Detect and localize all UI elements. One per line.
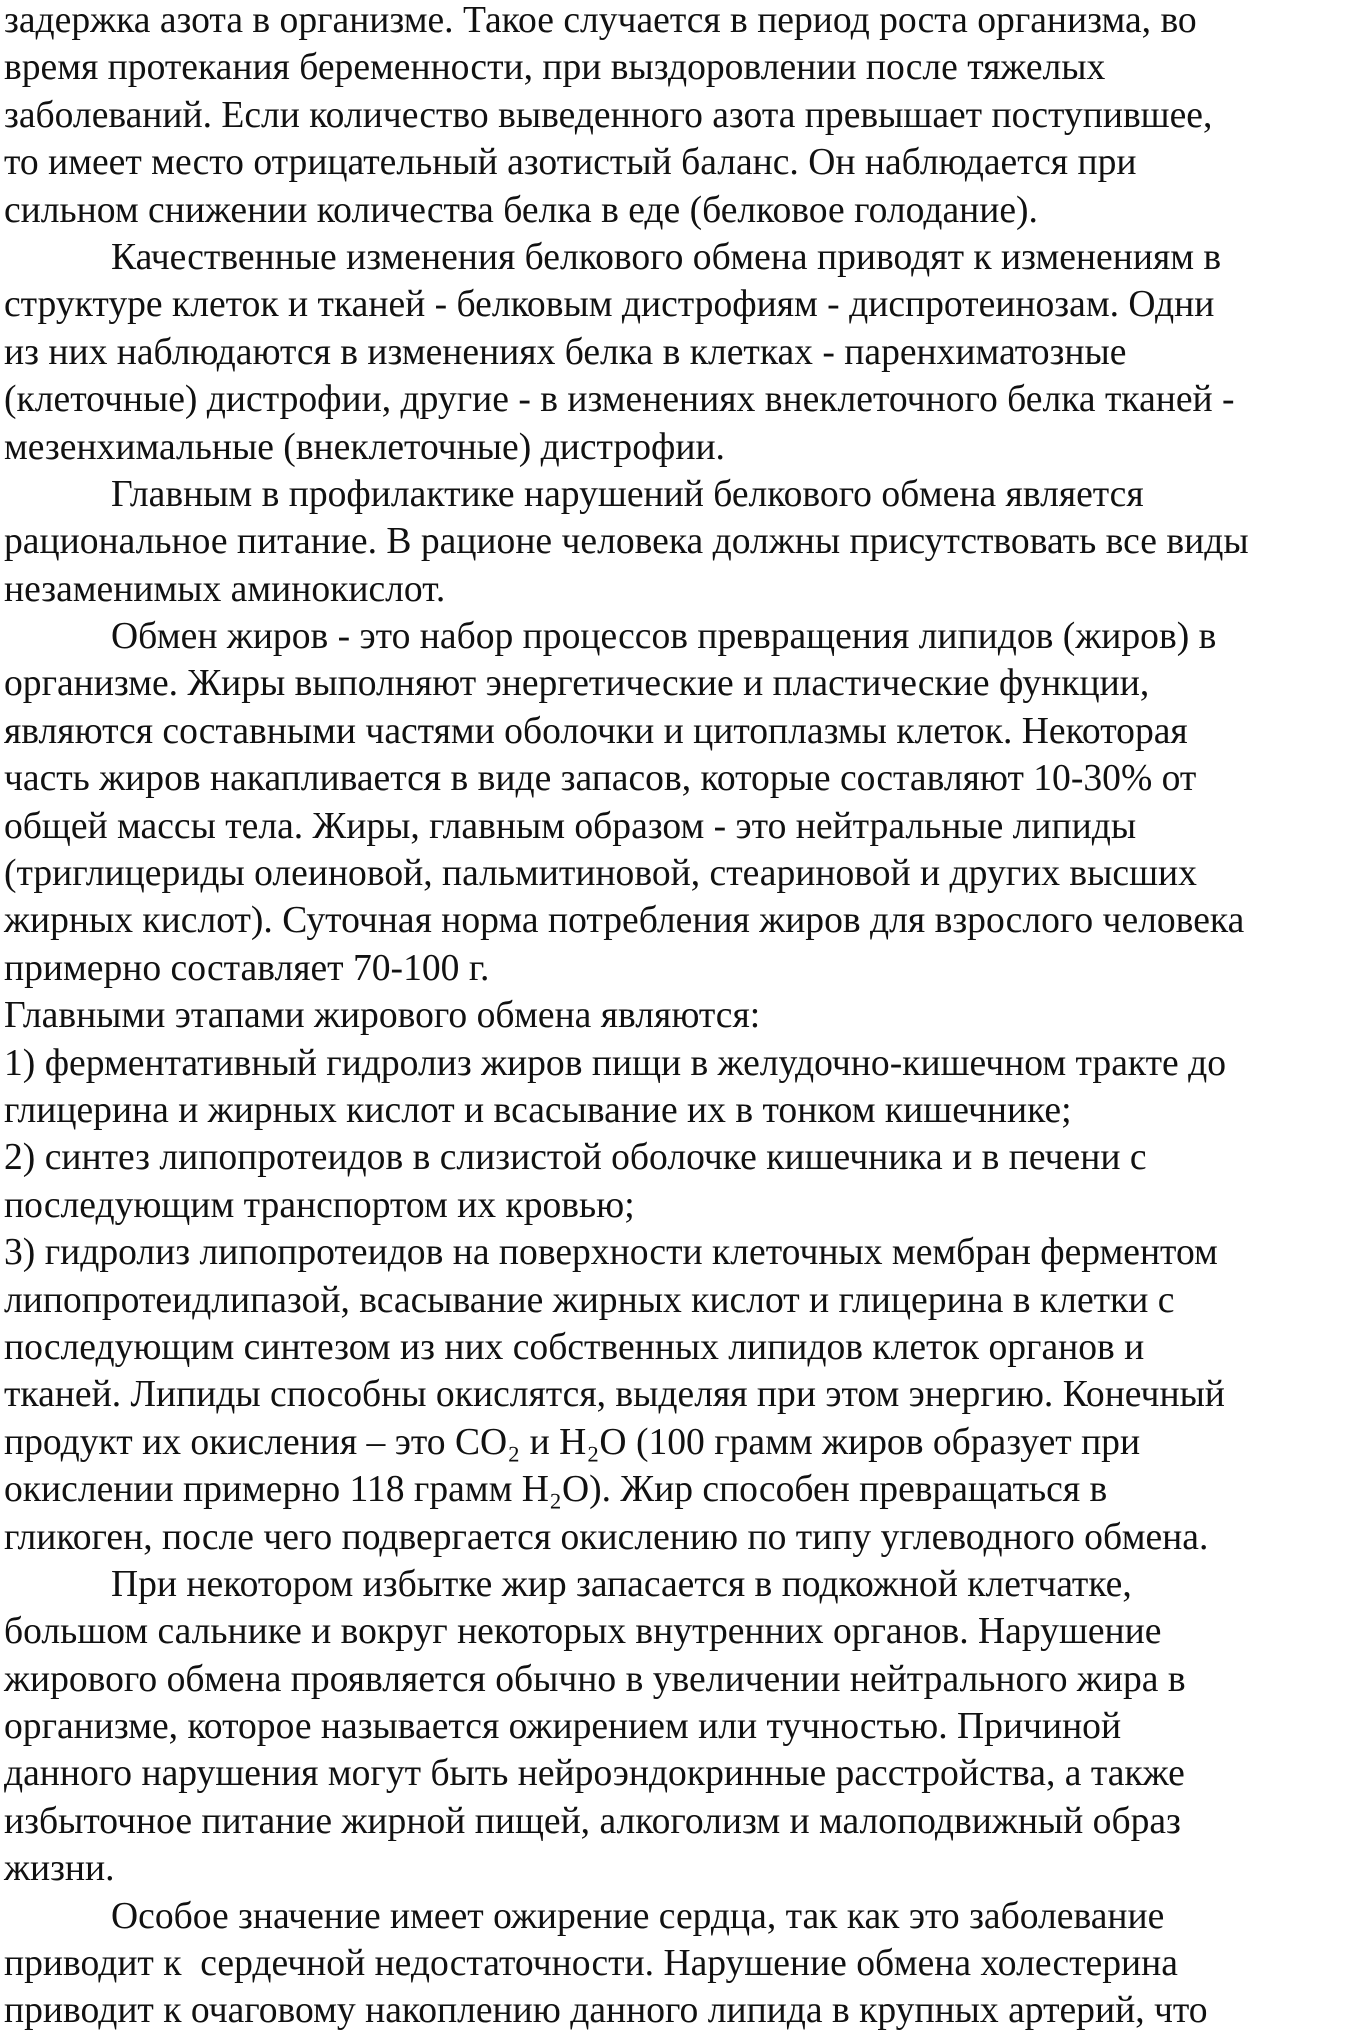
document-page [4, 0, 1366, 2035]
paragraph-first-line: При некотором избытке жир запасается в подкожной клетчатке, [111, 1563, 1132, 1605]
text-line: 3) гидролиз липопротеидов на поверхности клеточных мембран ферментом [4, 1232, 1218, 1274]
text-line: (триглицериды олеиновой, пальмитиновой, стеариновой и других высших [4, 853, 1197, 895]
text-line: большом сальнике и вокруг некоторых внутренних органов. Нарушение [4, 1611, 1162, 1653]
text-line: избыточное питание жирной пищей, алкоголизм и малоподвижный образ [4, 1800, 1181, 1842]
text-line: мезенхимальные (внеклеточные) дистрофии. [4, 426, 725, 468]
text-line: общей массы тела. Жиры, главным образом - это нейтральные липиды [4, 805, 1137, 847]
text-line: незаменимых аминокислот. [4, 568, 446, 610]
paragraph-first-line: Обмен жиров - это набор процессов превращения липидов (жиров) в [111, 616, 1217, 658]
text-line: 1) ферментативный гидролиз жиров пищи в желудочно-кишечном тракте до [4, 1042, 1227, 1084]
text-line: Главными этапами жирового обмена являются: [4, 995, 761, 1037]
paragraph-first-line: Качественные изменения белкового обмена приводят к изменениям в [111, 236, 1222, 278]
text-line: гликоген, после чего подвергается окислению по типу углеводного обмена. [4, 1516, 1209, 1558]
text-line: окислении примерно 118 грамм H₂O). Жир способен превращаться в [4, 1469, 1108, 1511]
text-line: (клеточные) дистрофии, другие - в изменениях внеклеточного белка тканей - [4, 379, 1235, 421]
text-line: заболеваний. Если количество выведенного азота превышает поступившее, [4, 94, 1213, 136]
text-line: последующим транспортом их кровью; [4, 1184, 635, 1226]
text-line: сильном снижении количества белка в еде (белковое голодание). [4, 189, 1038, 231]
text-line: являются составными частями оболочки и цитоплазмы клеток. Некоторая [4, 710, 1188, 752]
text-line: время протекания беременности, при выздоровлении после тяжелых [4, 47, 1106, 89]
text-line: жирных кислот). Суточная норма потребления жиров для взрослого человека [4, 900, 1245, 942]
text-line: примерно составляет 70-100 г. [4, 947, 490, 989]
text-line: липопротеидлипазой, всасывание жирных кислот и глицерина в клетки с [4, 1279, 1175, 1321]
text-line: жирового обмена проявляется обычно в увеличении нейтрального жира в [4, 1658, 1186, 1700]
text-line: последующим синтезом из них собственных липидов клеток органов и [4, 1326, 1145, 1368]
text-line: из них наблюдаются в изменениях белка в клетках - паренхиматозные [4, 331, 1127, 373]
text-line: приводит к очаговому накоплению данного липида в крупных артерий, что [4, 1990, 1208, 2032]
paragraph-first-line: Главным в профилактике нарушений белкового обмена является [111, 473, 1144, 515]
text-line: организме. Жиры выполняют энергетические и пластические функции, [4, 663, 1150, 705]
text-line: глицерина и жирных кислот и всасывание их в тонком кишечнике; [4, 1089, 1072, 1131]
text-line: часть жиров накапливается в виде запасов, которые составляют 10-30% от [4, 758, 1197, 800]
text-line: структуре клеток и тканей - белковым дистрофиям - диспротеинозам. Одни [4, 284, 1215, 326]
text-line: задержка азота в организме. Такое случается в период роста организма, во [4, 0, 1197, 41]
text-line: жизни. [4, 1848, 115, 1890]
text-line: организме, которое называется ожирением или тучностью. Причиной [4, 1706, 1122, 1748]
text-line: данного нарушения могут быть нейроэндокринные расстройства, а также [4, 1753, 1185, 1795]
text-line: рациональное питание. В рационе человека должны присутствовать все виды [4, 521, 1249, 563]
text-line: приводит к сердечной недостаточности. Нарушение обмена холестерина [4, 1943, 1178, 1985]
text-line: 2) синтез липопротеидов в слизистой оболочке кишечника и в печени с [4, 1137, 1147, 1179]
text-line: тканей. Липиды способны окислятся, выделяя при этом энергию. Конечный [4, 1374, 1225, 1416]
paragraph-first-line: Особое значение имеет ожирение сердца, так как это заболевание [111, 1895, 1165, 1937]
text-line: то имеет место отрицательный азотистый баланс. Он наблюдается при [4, 142, 1137, 184]
text-line: продукт их окисления – это CO₂ и H₂O (100 грамм жиров образует при [4, 1421, 1141, 1463]
